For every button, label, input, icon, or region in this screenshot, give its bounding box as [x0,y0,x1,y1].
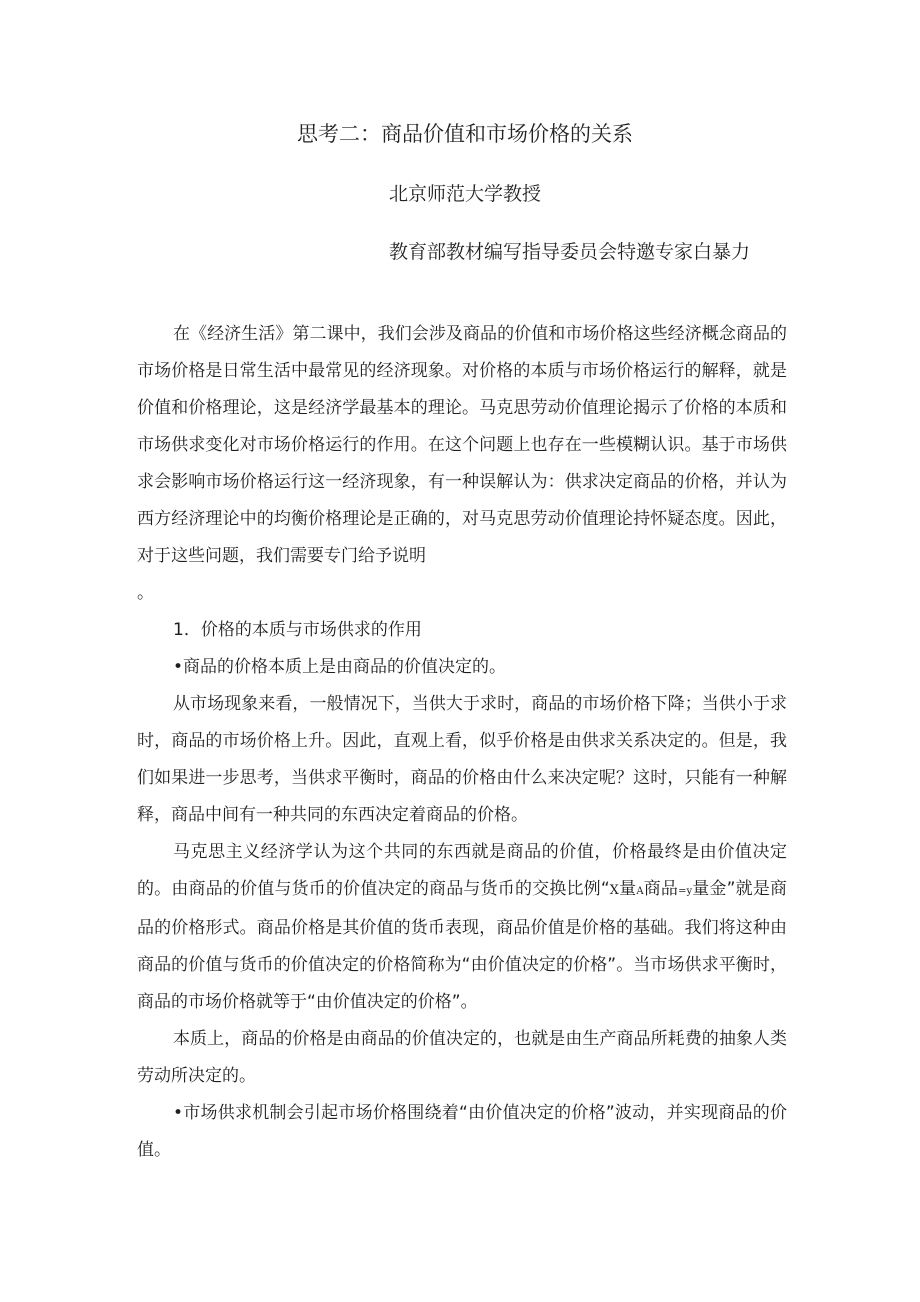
bullet-point: •市场供求机制会引起市场价格围绕着“由价值决定的价格”波动，并实现商品的价值。 [137,1103,787,1160]
paragraph-essence: 本质上，商品的价格是由商品的价值决定的，也就是由生产商品所耗费的抽象人类劳动所决定的。 [137,1029,787,1086]
paragraph-text: 马克思主义经济学认为这个共同的东西就是商品的价值，价格最终是由价值决定的。由商品的价值与货币的价值决定的商品与货币的交换比例“ [137,842,787,899]
bullet-point: •商品的价格本质上是由商品的价值决定的。 [173,657,507,677]
body-text [137,316,787,1169]
author-affiliation: 北京师范大学教授 [389,183,542,205]
formula-x: X [609,883,619,898]
document-title: 思考二：商品价值和市场价格的关系 [297,122,633,146]
formula-text: 商品 [643,879,679,899]
paragraph-supply-demand: 从市场现象来看，一般情况下，当供大于求时，商品的市场价格下降；当供小于求时，商品的市场价格上升。因此，直观上看，似乎价格是由供求关系决定的。但是，我们如果进一步思考，当供求平衡时，商品的价格由什么来决定呢？这时，只能有一种解释，商品中间有一种共同的东西决定着商品的价格。 [137,694,787,825]
paragraph-intro: 在《经济生活》第二课中，我们会涉及商品的价值和市场价格这些经济概念商品的市场价格是日常生活中最常见的经济现象。对价格的本质与市场价格运行的解释，就是价值和价格理论，这是经济学最基本的理论。马克思劳动价值理论揭示了价格的本质和市场供求变化对市场价格运行的作用。在这个问题上也存在一些模糊认识。基于市场供求会影响市场价格运行这一经济现象，有一种误解认为：供求决定商品的价格，并认为西方经济理论中的均衡价格理论是正确的，对马克思劳动价值理论持怀疑态度。因此，对于这些问题，我们需要专门给予说明 [137,324,787,566]
paragraph-marxist-value [137,834,787,1021]
formula-text: 量 [618,879,637,899]
section-heading: 1．价格的本质与市场供求的作用 [173,620,422,640]
formula-eq-y: =y [678,886,693,897]
author-role: 教育部教材编写指导委员会特邀专家白暴力 [389,241,751,263]
paragraph-intro-tail: 。 [137,583,154,603]
paragraph-text: 量金”就是商品的价格形式。商品价格是其价值的货币表现，商品价值是价格的基础。我们将这种由商品的价值与货币的价值决定的价格简称为“由价值决定的价格”。当市场供求平衡时，商品的市场价格就等于“由价值决定的价格”。 [137,879,788,1012]
formula-a: A [636,886,644,897]
